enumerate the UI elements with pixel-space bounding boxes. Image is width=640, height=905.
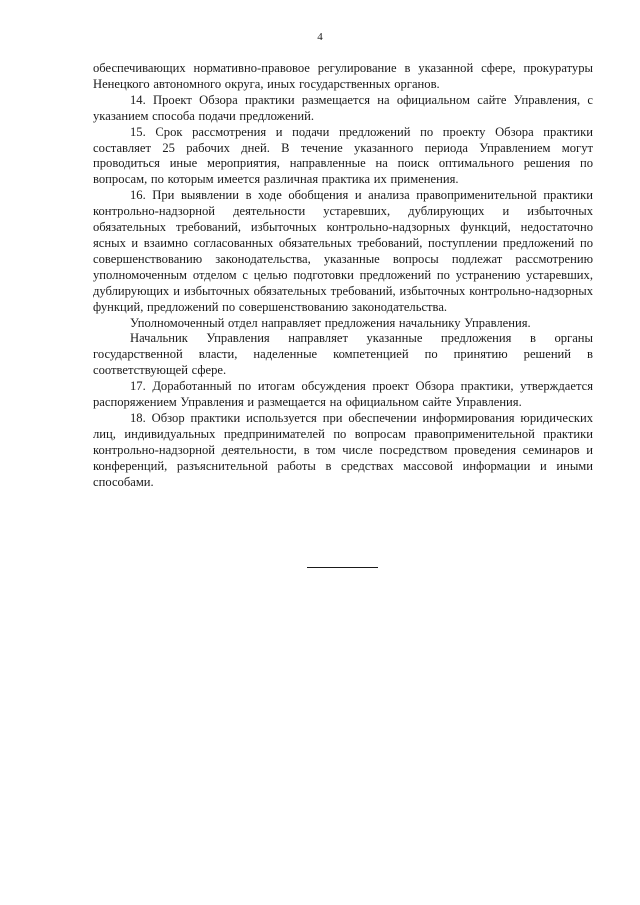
paragraph-15: 15. Срок рассмотрения и подачи предложений по проекту Обзора практики составляет 25 рабочих дней. В течение указанного периода Управлением могут проводиться иные мероприятия, направленные на поиск оптимального решения по вопросам, по которым имеется различная практика их применения. [93,124,593,187]
paragraph-16-b: Начальник Управления направляет указанные предложения в органы государственной власти, наделенные компетенцией по принятию решений в соответствующей сфере. [93,331,593,378]
page-number: 4 [317,31,323,43]
paragraph-18: 18. Обзор практики используется при обеспечении информирования юридических лиц, индивидуальных предпринимателей по вопросам правоприменительной практики контрольно-надзорной деятельности, в том числе посредством проведения семинаров и конференций, разъяснительной работы в средствах массовой информации и иными способами. [93,410,593,489]
paragraph-14: 14. Проект Обзора практики размещается на официальном сайте Управления, с указанием способа подачи предложений. [93,92,593,123]
document-body [93,61,593,490]
paragraph-16-a: Уполномоченный отдел направляет предложения начальнику Управления. [130,315,531,330]
paragraph-17: 17. Доработанный по итогам обсуждения проект Обзора практики, утверждается распоряжением Управления и размещается на официальном сайте Управления. [93,379,593,410]
paragraph-continuation: обеспечивающих нормативно-правовое регулирование в указанной сфере, прокуратуры Ненецкого автономного округа, иных государственных органов. [93,61,593,91]
paragraph-16: 16. При выявлении в ходе обобщения и анализа правоприменительной практики контрольно-надзорной деятельности устаревших, дублирующих и избыточных обязательных требований, избыточных контрольно-надзорных функций, недостаточно ясных и взаимно согласованных обязательных требований, поступлении предложений по совершенствованию законодательства, указанные вопросы подлежат рассмотрению уполномоченным отделом с целью подготовки предложений по устранению устаревших, дублирующих и избыточных обязательных требований, избыточных контрольно-надзорных функций, предложений по совершенствованию законодательства. [93,188,593,314]
end-separator-line [307,567,378,568]
